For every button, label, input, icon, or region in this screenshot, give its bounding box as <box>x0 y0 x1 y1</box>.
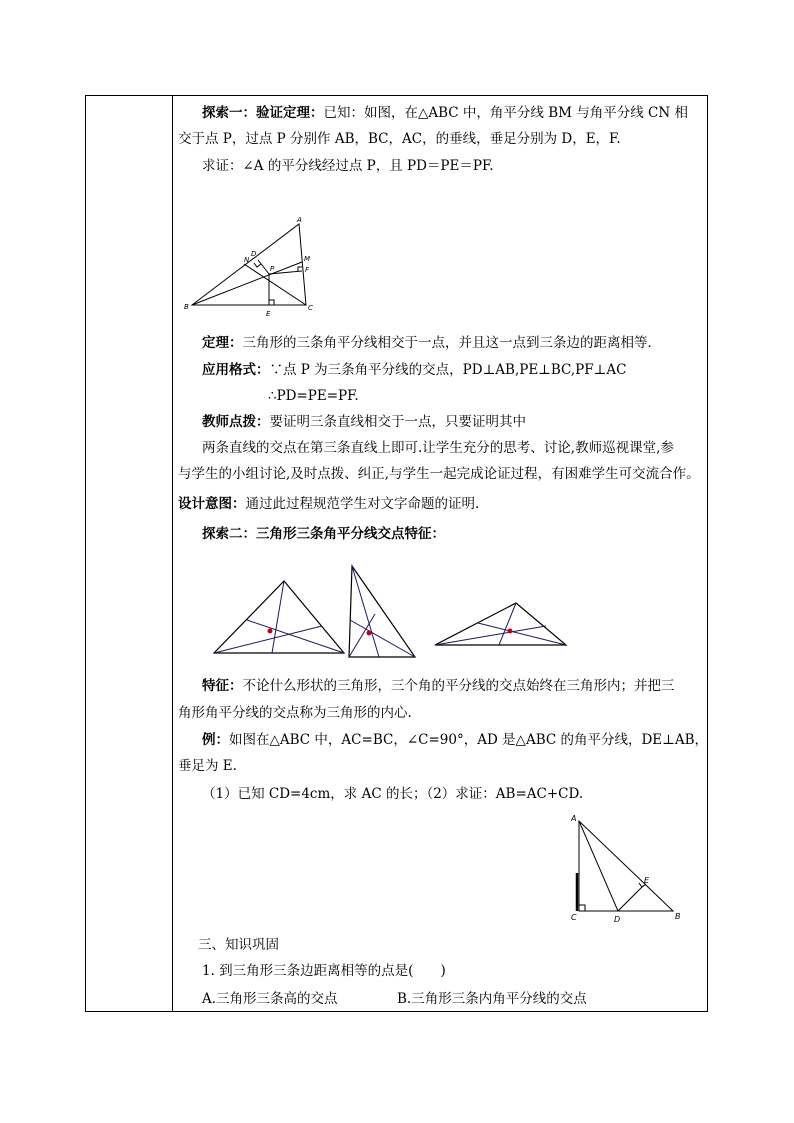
section3-title: 三、知识巩固 <box>198 937 279 953</box>
label-d: D <box>251 250 257 258</box>
theorem-label: 定理： <box>202 335 243 351</box>
theorem-line <box>202 330 699 356</box>
option-a: A.三角形三条高的交点 <box>202 991 338 1007</box>
hint-line1 <box>202 409 699 435</box>
feature-line1 <box>202 673 699 699</box>
example-line2: 垂足为 E. <box>178 758 237 774</box>
ex-label-d: D <box>614 915 621 924</box>
explore1-line2: 交于点 P，过点 P 分别作 AB，BC，AC，的垂线，垂足分别为 D，E，F. <box>178 131 621 147</box>
label-a: A <box>297 216 302 224</box>
hint-line2: 两条直线的交点在第三条直线上即可.让学生充分的思考、讨论,教师巡视课堂,参 <box>202 440 674 456</box>
explore1-line1 <box>202 100 699 126</box>
ex-label-e: E <box>644 876 650 885</box>
bisector-cn <box>244 264 306 305</box>
ex-label-b: B <box>675 912 681 921</box>
explore2-title: 探索二：三角形三条角平分线交点特征： <box>202 526 445 542</box>
hint-line3: 与学生的小组讨论,及时点拨、纠正,与学生一起完成论证过程，有困难学生可交流合作。 <box>178 466 700 482</box>
label-b: B <box>184 303 189 311</box>
incenter-dot-3 <box>508 629 513 634</box>
hint-label: 教师点拨： <box>202 414 270 430</box>
label-p: P <box>270 265 275 273</box>
feature-line2: 角形角平分线的交点称为三角形的内心. <box>178 705 412 721</box>
example-right-triangle-figure <box>571 811 691 926</box>
incenter-dot-2 <box>367 631 372 636</box>
example-label: 例： <box>202 732 229 748</box>
bisector-ad <box>579 821 618 911</box>
label-n: N <box>244 256 250 264</box>
explore1-given: 已知：如图，在△ABC 中，角平分线 BM 与角平分线 CN 相 <box>323 105 688 121</box>
example-line3: （1）已知 CD=4cm，求 AC 的长；（2）求证：AB=AC+CD. <box>202 786 584 802</box>
perp-pd <box>258 260 269 274</box>
triangle-abc <box>192 224 306 305</box>
format-label: 应用格式： <box>202 362 270 378</box>
column-divider <box>172 96 173 1011</box>
right-angle-e <box>269 300 274 305</box>
incenter-triangles-figure <box>213 558 593 666</box>
option-b: B.三角形三条内角平分线的交点 <box>397 991 587 1007</box>
acute-triangle <box>214 581 344 653</box>
format-text1: ∵点 P 为三条角平分线的交点，PD⊥AB,PE⊥BC,PF⊥AC <box>269 362 627 378</box>
hint-text1: 要证明三条直线相交于一点，只要证明其中 <box>269 414 526 430</box>
right-angle-f <box>298 267 302 271</box>
ex-label-c: C <box>571 913 577 922</box>
question-1: 1. 到三角形三条边距离相等的点是( ) <box>202 963 446 979</box>
design-line <box>178 491 699 517</box>
label-c: C <box>308 304 313 312</box>
incenter-dot-1 <box>268 629 273 634</box>
lesson-content-cell <box>178 96 707 1011</box>
wide-triangle <box>435 603 566 645</box>
label-m: M <box>304 255 311 263</box>
label-f: F <box>305 266 310 274</box>
format-line2: ∴PD=PE=PF. <box>268 388 359 404</box>
obtuse-tall-triangle <box>349 566 415 657</box>
explore1-prove: 求证：∠A 的平分线经过点 P，且 PD＝PE＝PF. <box>202 158 494 174</box>
right-angle-c <box>579 905 585 911</box>
feature-text1: 不论什么形状的三角形，三个角的平分线的交点始终在三角形内；并把三 <box>242 678 675 694</box>
perp-de <box>618 886 643 911</box>
design-label: 设计意图： <box>178 496 246 512</box>
bisector-bm <box>192 262 302 305</box>
lesson-table <box>85 95 708 1012</box>
feature-label: 特征： <box>202 678 243 694</box>
example-text1: 如图在△ABC 中，AC=BC，∠C=90°，AD 是△ABC 的角平分线，DE⊥AB， <box>229 732 709 748</box>
theorem-text: 三角形的三条角平分线相交于一点，并且这一点到三条边的距离相等． <box>242 335 661 351</box>
format-line1 <box>202 357 699 383</box>
bisector-proof-figure <box>184 214 314 319</box>
ex-label-a: A <box>571 814 577 823</box>
explore1-title: 探索一：验证定理： <box>202 105 324 121</box>
design-text: 通过此过程规范学生对文字命题的证明. <box>245 496 480 512</box>
label-e: E <box>266 310 271 318</box>
example-line1 <box>202 727 709 753</box>
right-angle-d <box>254 263 261 267</box>
triangle-acb <box>579 821 673 911</box>
